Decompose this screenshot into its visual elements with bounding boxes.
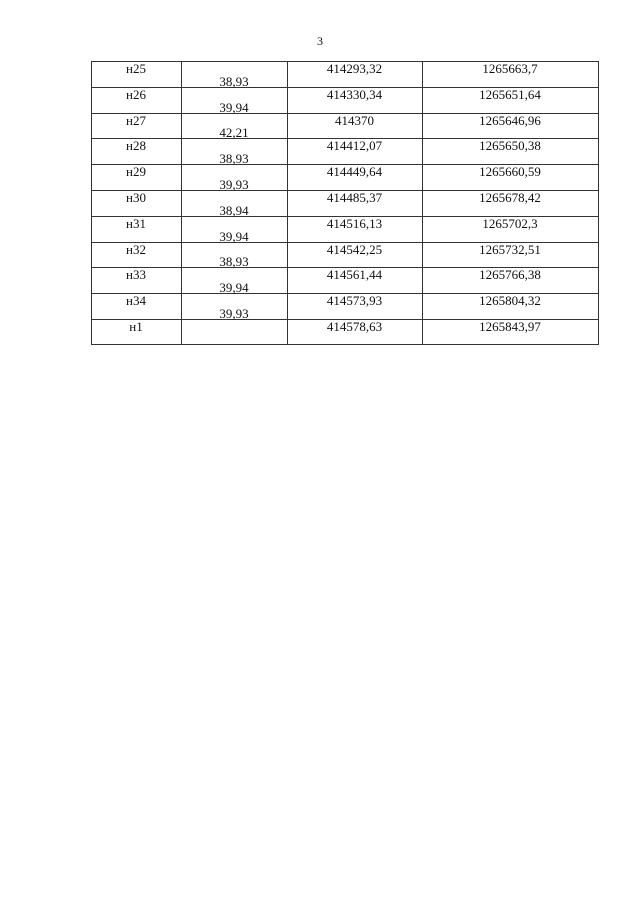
point-name-cell: н1 [129,319,143,334]
distance-cell: 39,94 [219,229,249,244]
distance-cell: 38,93 [219,151,249,166]
x-coordinate-cell: 414485,37 [326,190,383,205]
x-coordinate-cell: 414578,63 [326,319,383,334]
point-name-cell: н28 [126,138,146,153]
page-number: 3 [317,34,323,48]
point-name-cell: н27 [126,113,146,128]
table-row-border [91,344,599,345]
x-coordinate-cell: 414330,34 [326,87,383,102]
distance-cell: 38,93 [219,74,249,89]
y-coordinate-cell: 1265678,42 [479,190,541,205]
coordinates-table [91,61,599,345]
x-coordinate-cell: 414573,93 [326,293,383,308]
y-coordinate-cell: 1265732,51 [479,242,541,257]
y-coordinate-cell: 1265660,59 [479,164,541,179]
y-coordinate-cell: 1265651,64 [479,87,541,102]
y-coordinate-cell: 1265843,97 [479,319,541,334]
distance-cell: 42,21 [219,125,249,140]
point-name-cell: н34 [126,293,146,308]
y-coordinate-cell: 1265663,7 [482,61,538,76]
point-name-cell: н29 [126,164,146,179]
point-name-cell: н25 [126,61,146,76]
distance-cell: 39,93 [219,177,249,192]
point-name-cell: н26 [126,87,146,102]
y-coordinate-cell: 1265650,38 [479,138,541,153]
distance-cell: 38,94 [219,203,249,218]
x-coordinate-cell: 414370 [335,113,374,128]
y-coordinate-cell: 1265702,3 [482,216,538,231]
y-coordinate-cell: 1265804,32 [479,293,541,308]
distance-cell: 39,94 [219,280,249,295]
point-name-cell: н31 [126,216,146,231]
distance-cell: 39,93 [219,306,249,321]
y-coordinate-cell: 1265646,96 [479,113,541,128]
x-coordinate-cell: 414412,07 [326,138,383,153]
point-name-cell: н33 [126,267,146,282]
y-coordinate-cell: 1265766,38 [479,267,541,282]
x-coordinate-cell: 414449,64 [326,164,383,179]
x-coordinate-cell: 414542,25 [326,242,383,257]
table-column-border [598,61,599,345]
distance-cell: 38,93 [219,254,249,269]
x-coordinate-cell: 414516,13 [326,216,383,231]
x-coordinate-cell: 414293,32 [326,61,383,76]
x-coordinate-cell: 414561,44 [326,267,383,282]
point-name-cell: н30 [126,190,146,205]
point-name-cell: н32 [126,242,146,257]
distance-cell: 39,94 [219,100,249,115]
